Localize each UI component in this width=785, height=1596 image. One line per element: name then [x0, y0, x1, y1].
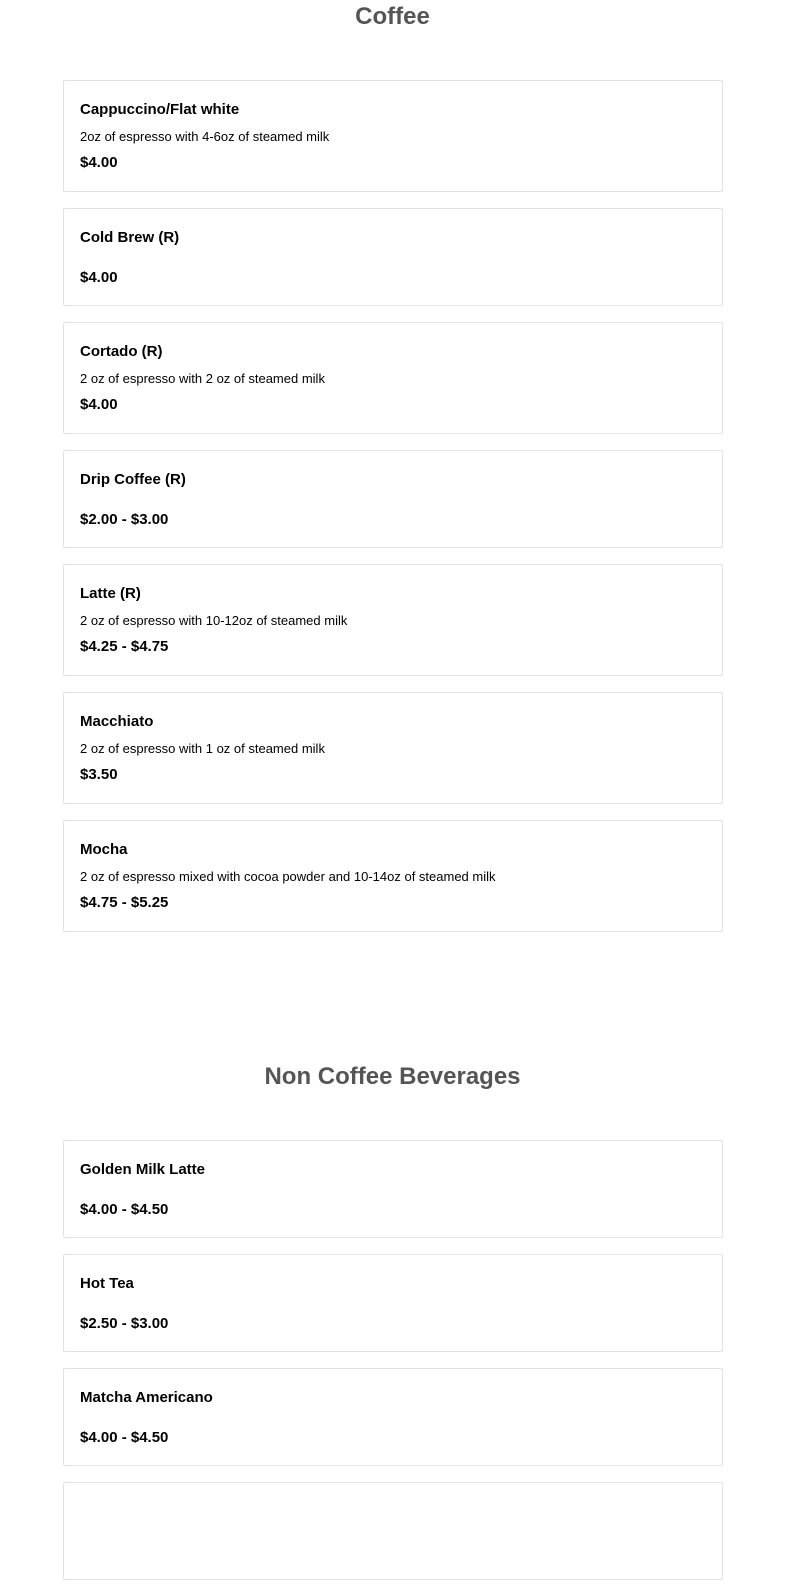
item-price: $4.00 - $4.50 [80, 1201, 169, 1218]
item-name: Cortado (R) [80, 343, 163, 360]
menu-item-card[interactable] [63, 450, 723, 548]
non-coffee-item-list [63, 1140, 723, 1596]
item-name: Macchiato [80, 713, 154, 730]
item-name: Cold Brew (R) [80, 229, 180, 246]
item-price: $4.00 [80, 154, 118, 171]
menu-item-card[interactable] [63, 1368, 723, 1466]
item-name: Drip Coffee (R) [80, 471, 186, 488]
item-description: 2oz of espresso with 4-6oz of steamed milk [80, 129, 330, 144]
item-name: Matcha Americano [80, 1389, 213, 1406]
menu-item-card[interactable] [63, 80, 723, 192]
item-name: Mocha [80, 841, 128, 858]
coffee-section [0, 0, 785, 34]
item-description: 2 oz of espresso with 10-12oz of steamed milk [80, 613, 348, 628]
section-title: Coffee [355, 3, 430, 30]
item-price: $3.50 [80, 766, 118, 783]
menu-item-card[interactable] [63, 208, 723, 306]
item-price: $4.00 [80, 396, 118, 413]
item-description: 2 oz of espresso with 2 oz of steamed milk [80, 371, 325, 386]
item-price: $2.00 - $3.00 [80, 511, 169, 528]
non-coffee-section [0, 1060, 785, 1094]
item-name: Cappuccino/Flat white [80, 101, 240, 118]
item-description: 2 oz of espresso with 1 oz of steamed milk [80, 741, 325, 756]
menu-item-card[interactable] [63, 820, 723, 932]
menu-item-card[interactable] [63, 1254, 723, 1352]
item-price: $4.25 - $4.75 [80, 638, 169, 655]
item-name: Hot Tea [80, 1275, 134, 1292]
item-name: Latte (R) [80, 585, 141, 602]
menu-item-card[interactable] [63, 1140, 723, 1238]
coffee-item-list [63, 80, 723, 948]
menu-item-card[interactable] [63, 692, 723, 804]
item-name [80, 1483, 706, 1522]
item-price: $4.00 - $4.50 [80, 1429, 169, 1446]
item-price: $2.50 - $3.00 [80, 1315, 169, 1332]
menu-item-card[interactable] [63, 1482, 723, 1580]
item-price: $4.00 [80, 269, 118, 286]
item-description: 2 oz of espresso mixed with cocoa powder and 10-14oz of steamed milk [80, 869, 496, 884]
section-title: Non Coffee Beverages [264, 1063, 521, 1090]
item-name: Golden Milk Latte [80, 1161, 206, 1178]
menu-item-card[interactable] [63, 322, 723, 434]
item-price: $4.75 - $5.25 [80, 894, 169, 911]
menu-item-card[interactable] [63, 564, 723, 676]
